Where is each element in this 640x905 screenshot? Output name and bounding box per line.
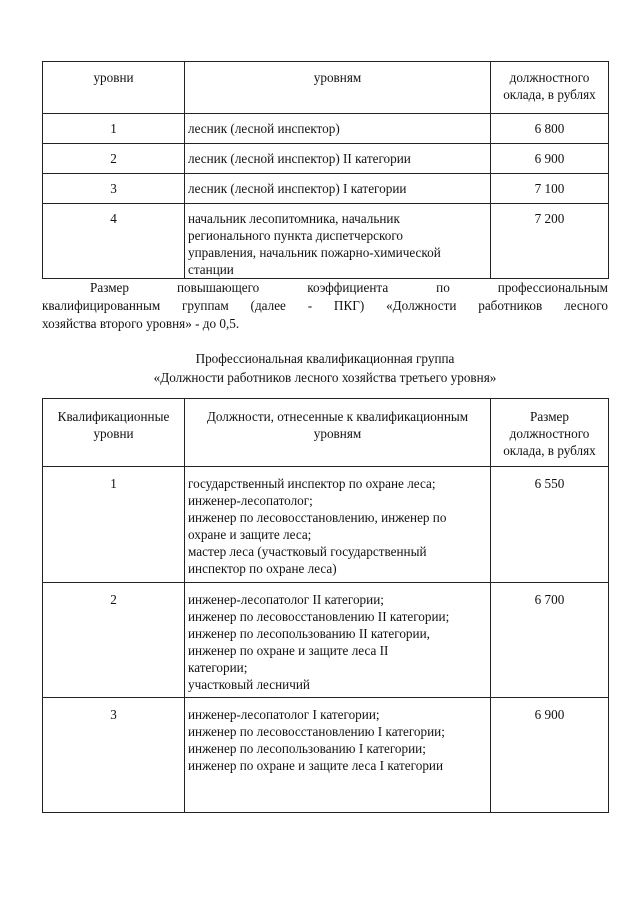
salary-cell: 6 800 bbox=[491, 114, 609, 144]
group-title-line: Профессиональная квалификационная группа bbox=[195, 351, 455, 366]
table-row bbox=[43, 144, 609, 174]
level-cell: 2 bbox=[43, 583, 185, 698]
table-row bbox=[43, 583, 609, 698]
table-row bbox=[43, 204, 609, 279]
group-title-line: «Должности работников лесного хозяйства третьего уровня» bbox=[153, 370, 497, 385]
salary-cell: 6 900 bbox=[491, 698, 609, 813]
level-cell: 3 bbox=[43, 174, 185, 204]
position-cell: лесник (лесной инспектор) bbox=[185, 114, 491, 144]
table-header-row bbox=[43, 399, 609, 467]
position-cell: лесник (лесной инспектор) II категории bbox=[185, 144, 491, 174]
group-title bbox=[42, 349, 608, 387]
header-level: Квалификационные уровни bbox=[43, 399, 185, 467]
salary-cell: 6 700 bbox=[491, 583, 609, 698]
header-position: Должности, отнесенные к квалификационным уровням bbox=[185, 399, 491, 467]
table-header-row bbox=[43, 62, 609, 114]
level-cell: 2 bbox=[43, 144, 185, 174]
position-cell: инженер-лесопатолог I категории; инженер по лесовосстановлению I категории; инженер по лесопользованию I категории; инженер по охране и защите леса I категории bbox=[185, 698, 491, 813]
position-cell: инженер-лесопатолог II категории; инженер по лесовосстановлению II категории; инженер по лесопользованию II категории, инженер по охране и защите леса II категории; участковый лесничий bbox=[185, 583, 491, 698]
salary-table-third-level bbox=[42, 398, 609, 813]
level-cell: 1 bbox=[43, 114, 185, 144]
salary-cell: 6 900 bbox=[491, 144, 609, 174]
salary-cell: 7 200 bbox=[491, 204, 609, 279]
table-row bbox=[43, 114, 609, 144]
position-cell: лесник (лесной инспектор) I категории bbox=[185, 174, 491, 204]
paragraph-line: Размер повышающего коэффициента по профессиональным bbox=[90, 280, 608, 295]
paragraph-line: квалифицированным группам (далее - ПКГ) «Должности работников лесного bbox=[42, 298, 608, 313]
salary-cell: 7 100 bbox=[491, 174, 609, 204]
header-salary: Размер должностного оклада, в рублях bbox=[491, 399, 609, 467]
header-position: уровням bbox=[185, 62, 491, 114]
table-row bbox=[43, 698, 609, 813]
table-row bbox=[43, 467, 609, 583]
position-cell: государственный инспектор по охране леса; инженер-лесопатолог; инженер по лесовосстановлению, инженер по охране и защите леса; мастер леса (участковый государственный инспектор по охране леса) bbox=[185, 467, 491, 583]
level-cell: 1 bbox=[43, 467, 185, 583]
coefficient-paragraph bbox=[42, 279, 608, 333]
header-level: уровни bbox=[43, 62, 185, 114]
paragraph-line: хозяйства второго уровня» - до 0,5. bbox=[42, 316, 240, 331]
salary-cell: 6 550 bbox=[491, 467, 609, 583]
level-cell: 4 bbox=[43, 204, 185, 279]
position-cell: начальник лесопитомника, начальник регионального пункта диспетчерского управления, начальник пожарно-химической станции bbox=[185, 204, 491, 279]
level-cell: 3 bbox=[43, 698, 185, 813]
header-salary: должностного оклада, в рублях bbox=[491, 62, 609, 114]
salary-table-second-level bbox=[42, 61, 609, 279]
table-row bbox=[43, 174, 609, 204]
